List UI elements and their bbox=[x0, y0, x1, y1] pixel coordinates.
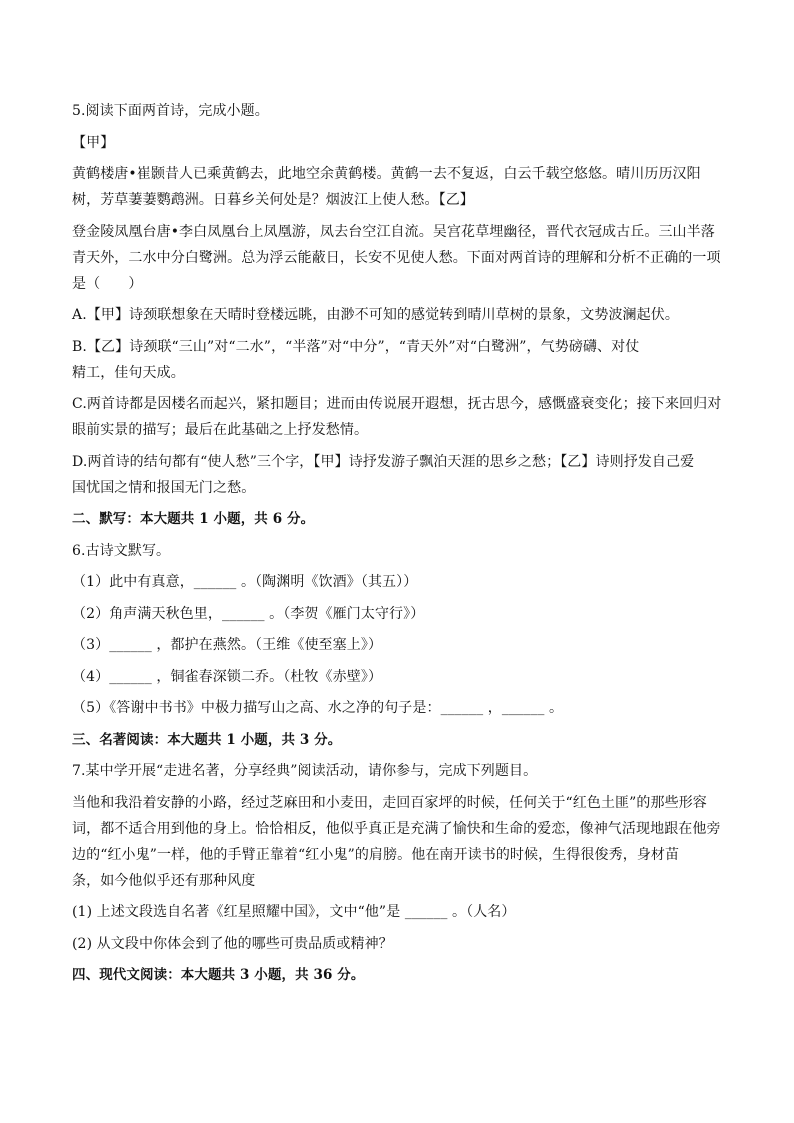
option-c-line-1: C.两首诗都是因楼名而起兴，紧扣题目；进而由传说展开遐想，抚古思今，感慨盛衰变化；接下来回归对 bbox=[72, 396, 722, 412]
question-6-item-3: （3）______ ，都护在燕然。（王维《使至塞上》） bbox=[72, 637, 383, 653]
document-page bbox=[72, 100, 724, 996]
question-6-title: 6.古诗文默写。 bbox=[72, 542, 171, 559]
option-d-line-1: D.两首诗的结句都有“使人愁”三个字，【甲】诗抒发游子飘泊天涯的思乡之愁；【乙】诗则抒发自己爱 bbox=[72, 453, 695, 470]
option-b-line-2: 精工，佳句天成。 bbox=[72, 364, 185, 381]
section-2-heading: 二、默写：本大题共 1 小题，共 6 分。 bbox=[72, 511, 315, 527]
question-5-stem: 是（ ） bbox=[72, 275, 143, 292]
passage-line-1: 当他和我沿着安静的小路，经过芝麻田和小麦田，走回百家坪的时候，任何关于“红色土匪”的那些形容 bbox=[72, 794, 707, 811]
poem-b-line-1: 登金陵凤凰台唐•李白凤凰台上凤凰游，凤去台空江自流。吴宫花草埋幽径，晋代衣冠成古丘。三山半落 bbox=[72, 223, 715, 240]
passage-line-2: 词，都不适合用到他的身上。恰恰相反，他似乎真正是充满了愉快和生命的爱恋，像神气活现地跟在他旁 bbox=[72, 820, 721, 837]
question-5-title: 5.阅读下面两首诗，完成小题。 bbox=[72, 103, 269, 119]
question-7-sub-2: (2) 从文段中你体会到了他的哪些可贵品质或精神？ bbox=[72, 935, 393, 952]
passage-line-3: 边的“红小鬼”一样，他的手臂正靠着“红小鬼”的肩膀。他在南开读书的时候，生得很俊秀，身材苗 bbox=[72, 846, 680, 863]
option-c-line-2: 眼前实景的描写；最后在此基础之上抒发愁情。 bbox=[72, 422, 369, 438]
passage-line-4: 条，如今他似乎还有那种风度 bbox=[72, 872, 256, 889]
section-4-heading: 四、现代文阅读：本大题共 3 小题，共 36 分。 bbox=[72, 967, 365, 983]
poem-a-line-1: 黄鹤楼唐•崔颢昔人已乘黄鹤去，此地空余黄鹤楼。黄鹤一去不复返，白云千载空悠悠。晴川历历汉阳 bbox=[72, 166, 701, 182]
question-6-item-2: （2）角声满天秋色里，______ 。（李贺《雁门太守行》） bbox=[72, 605, 425, 622]
option-a: A.【甲】诗颈联想象在天晴时登楼远眺，由渺不可知的感觉转到晴川草树的景象，文势波澜起伏。 bbox=[72, 307, 679, 323]
question-7-sub-1: (1) 上述文段选自名著《红星照耀中国》，文中“他”是 ______ 。（人名） bbox=[72, 904, 516, 920]
section-3-heading: 三、名著阅读：本大题共 1 小题，共 3 分。 bbox=[72, 731, 342, 748]
question-6-item-1: （1）此中有真意，______ 。（陶渊明《饮酒》（其五）） bbox=[72, 574, 418, 590]
option-b-line-1: B.【乙】诗颈联“三山”对“二水”，“半落”对“中分”，“青天外”对“白鹭洲”，气势磅礴、对仗 bbox=[72, 338, 640, 355]
question-7-title: 7.某中学开展“走进名著，分享经典”阅读活动，请你参与，完成下列题目。 bbox=[72, 763, 538, 779]
poem-a-line-2: 树，芳草萋萋鹦鹉洲。日暮乡关何处是？烟波江上使人愁。【乙】 bbox=[72, 192, 474, 208]
question-6-item-5: （5）《答谢中书书》中极力描写山之高、水之净的句子是：______ ，______ 。 bbox=[72, 700, 564, 716]
poem-b-line-2: 青天外，二水中分白鹭洲。总为浮云能蔽日，长安不见使人愁。下面对两首诗的理解和分析不正确的一项 bbox=[72, 249, 721, 266]
poem-a-marker: 【甲】 bbox=[72, 134, 115, 151]
question-6-item-4: （4）______ ，铜雀春深锁二乔。（杜牧《赤壁》） bbox=[72, 668, 383, 685]
option-d-line-2: 国忧国之情和报国无门之愁。 bbox=[72, 479, 256, 496]
